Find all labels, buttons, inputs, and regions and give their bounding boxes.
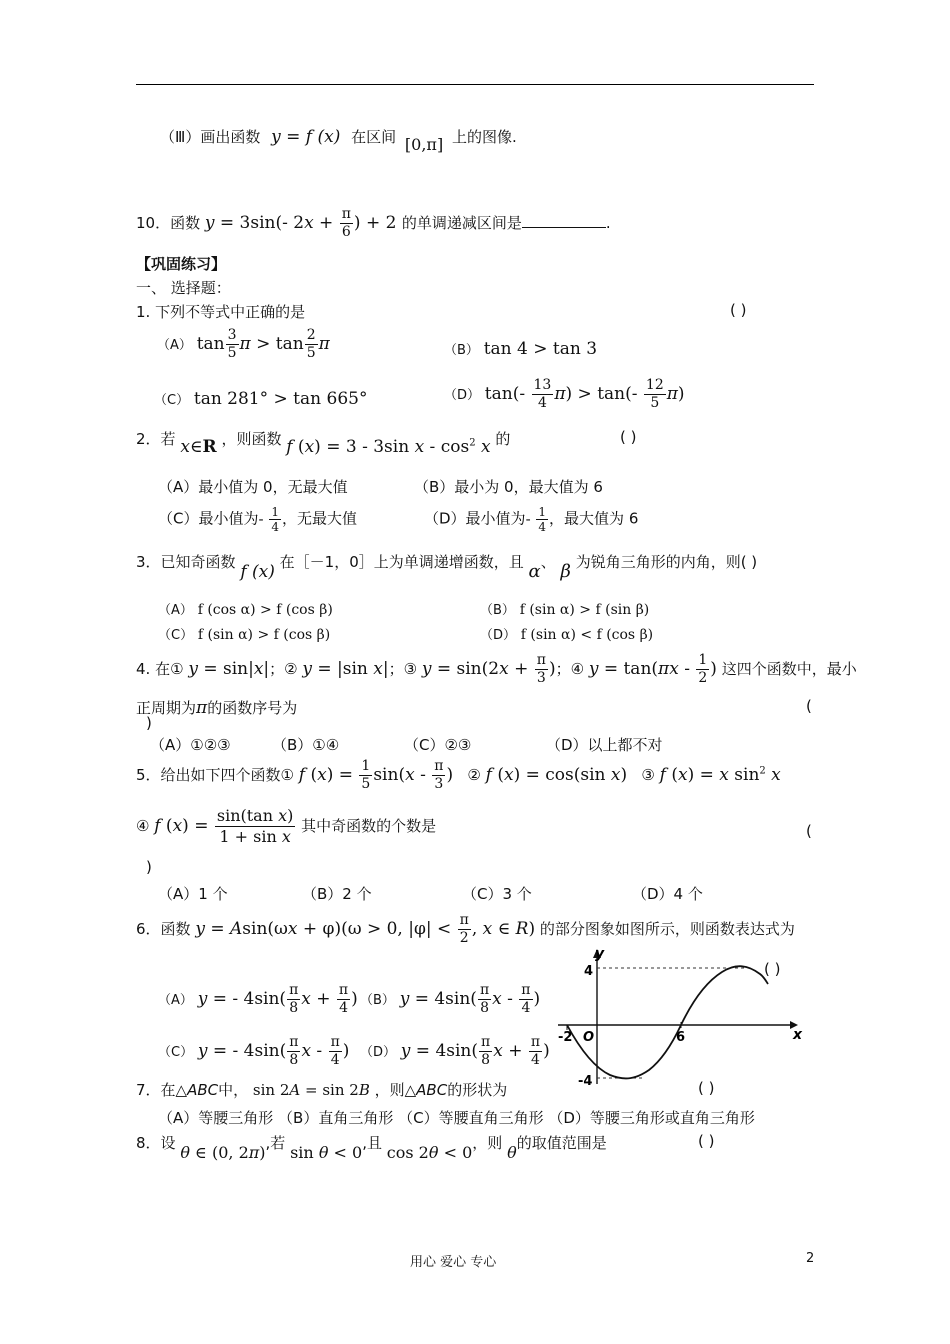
q1-option-b: （B） tan 4 > tan 3: [444, 339, 598, 359]
q2-option-a: （A）最小值为 0，无最大值: [158, 478, 348, 496]
q4-paren-right: ): [146, 714, 152, 732]
q5-stem: 5．给出如下四个函数① f (x) = $\frac{1}{5}$ sin(x - $\frac{\pi}{3}$ ) ② f (x) = cos(sin x) ③ f (x) = x $\sin^2 x$: [136, 758, 781, 792]
q3-option-b: （B） f (sin α) > f (sin β): [480, 602, 650, 618]
q4-stem: 4. 在① y = sin|x|；② y = |sin x|；③ y = sin(2x + $\frac{\pi}{3}$ )；④ y = tan(πx - $\frac{1}{2}$ ) 这四个函数中，最小: [136, 652, 857, 686]
label-neg-four: -4: [578, 1074, 593, 1089]
q6-option-a: （A） y = - 4sin( $\frac{\pi}{8}$ x + $\frac{\pi}{4}$ ): [158, 982, 358, 1016]
q3-option-a: （A） f (cos α) > f (cos β): [158, 602, 333, 618]
q5-paren-right: ): [146, 858, 152, 876]
q10: 10．函数 y = 3sin(- 2x + $\frac{\pi}{6}$ ) + 2 的单调递减区间是 .: [136, 206, 611, 240]
q3-option-c: （C） f (sin α) > f (cos β): [158, 627, 331, 643]
q5-option-d: （D）4 个: [632, 885, 703, 903]
q8-stem: 8．设 θ ∈ (0, 2π),若 sin θ < 0,且 cos 2θ < 0，则 θ的取值范围是: [136, 1134, 607, 1162]
x-axis-label: x: [793, 1027, 803, 1043]
q1-option-d: （D） tan(- $\frac{13}{4}$ π) > tan(- $\frac{12}{5}$ π): [444, 377, 685, 411]
label-neg-two: -2: [558, 1030, 573, 1045]
q7-paren: ( ): [698, 1079, 715, 1097]
q2-stem: 2．若 x∈R ，则函数 f (x) = 3 - 3sin x - $\cos^2 x$ 的: [136, 430, 511, 457]
q5-option-c: （C）3 个: [462, 885, 532, 903]
q6-paren: ( ): [764, 960, 781, 978]
label-four: 4: [584, 964, 594, 979]
q9-part3: （Ⅲ）画出函数 y = f (x) 在区间 [0,π] 上的图像.: [160, 127, 517, 154]
q10-expr: y = 3sin(- 2x + $\frac{\pi}{6}$ ) + 2: [204, 206, 402, 240]
footer-motto: 用心 爱心 专心: [410, 1255, 497, 1270]
q6-stem: 6．函数 y = Asin(ωx + φ)(ω > 0, |φ| < $\frac{\pi}{2}$ , x ∈ R) 的部分图象如图所示，则函数表达式为: [136, 912, 795, 946]
q7-options: （A）等腰三角形 （B）直角三角形 （C）等腰直角三角形 （D）等腰三角形或直角三角形: [158, 1109, 755, 1127]
q3-stem: 3．已知奇函数 f (x) 在［－1，0］上为单调递增函数，且 α、 β 为锐角三角形的内角，则( ): [136, 553, 758, 582]
q8-paren: ( ): [698, 1132, 715, 1150]
q3-option-d: （D） f (sin α) < f (cos β): [480, 627, 654, 643]
q4-option-b: （B）①④: [272, 736, 340, 754]
q4-line2: 正周期为π的函数序号为: [136, 698, 298, 718]
q4-option-a: （A）①②③: [150, 736, 231, 754]
q9-func: y = f (x): [271, 127, 341, 147]
y-axis-label: y: [595, 946, 605, 962]
q2-option-d: （D）最小值为- $\frac{1}{4}$ ，最大值为 6: [424, 505, 639, 534]
q2-option-b: （B）最小为 0，最大值为 6: [414, 478, 603, 496]
q4-paren-left: (: [806, 697, 812, 715]
q5-option-b: （B）2 个: [302, 885, 372, 903]
q1-option-a: （A） tan $\frac{3}{5}$ π > tan $\frac{2}{5}$ π: [157, 327, 330, 361]
label-origin: O: [583, 1030, 595, 1045]
page-number: 2: [806, 1251, 815, 1266]
answer-blank: [522, 213, 606, 228]
label-six: 6: [676, 1030, 686, 1045]
q4-option-c: （C）②③: [404, 736, 472, 754]
section-sub: 一、 选择题：: [136, 279, 231, 297]
q6-option-b: （B） y = 4sin( $\frac{\pi}{8}$ x - $\frac{\pi}{4}$ ): [360, 982, 541, 1016]
q1-stem: 1. 下列不等式中正确的是: [136, 303, 306, 321]
section-title: 【巩固练习】: [136, 255, 227, 273]
q1-paren: ( ): [730, 301, 747, 319]
q6-sine-graph: [550, 944, 812, 1092]
q6-option-c: （C） y = - 4sin( $\frac{\pi}{8}$ x - $\frac{\pi}{4}$ ): [158, 1034, 350, 1068]
q1-option-c: （C） tan 281° > tan 665°: [154, 389, 368, 409]
q4-option-d: （D）以上都不对: [546, 736, 663, 754]
q9-interval: [0,π]: [404, 135, 444, 154]
q5-paren-left: (: [806, 822, 812, 840]
q7-stem: 7．在△ABC中， sin 2A = sin 2B ，则△ABC的形状为: [136, 1081, 508, 1099]
q5-line2: ④ f (x) = $\frac{\text{sin(tan x)}}{\text{1 + sin x}}$ 其中奇函数的个数是: [136, 806, 437, 846]
q5-option-a: （A）1 个: [158, 885, 228, 903]
header-rule: [136, 84, 814, 85]
q2-option-c: （C）最小值为- $\frac{1}{4}$ ，无最大值: [158, 505, 357, 534]
q6-option-d: （D） y = 4sin( $\frac{\pi}{8}$ x + $\frac{\pi}{4}$ ): [360, 1034, 550, 1068]
q2-paren: ( ): [620, 428, 637, 446]
